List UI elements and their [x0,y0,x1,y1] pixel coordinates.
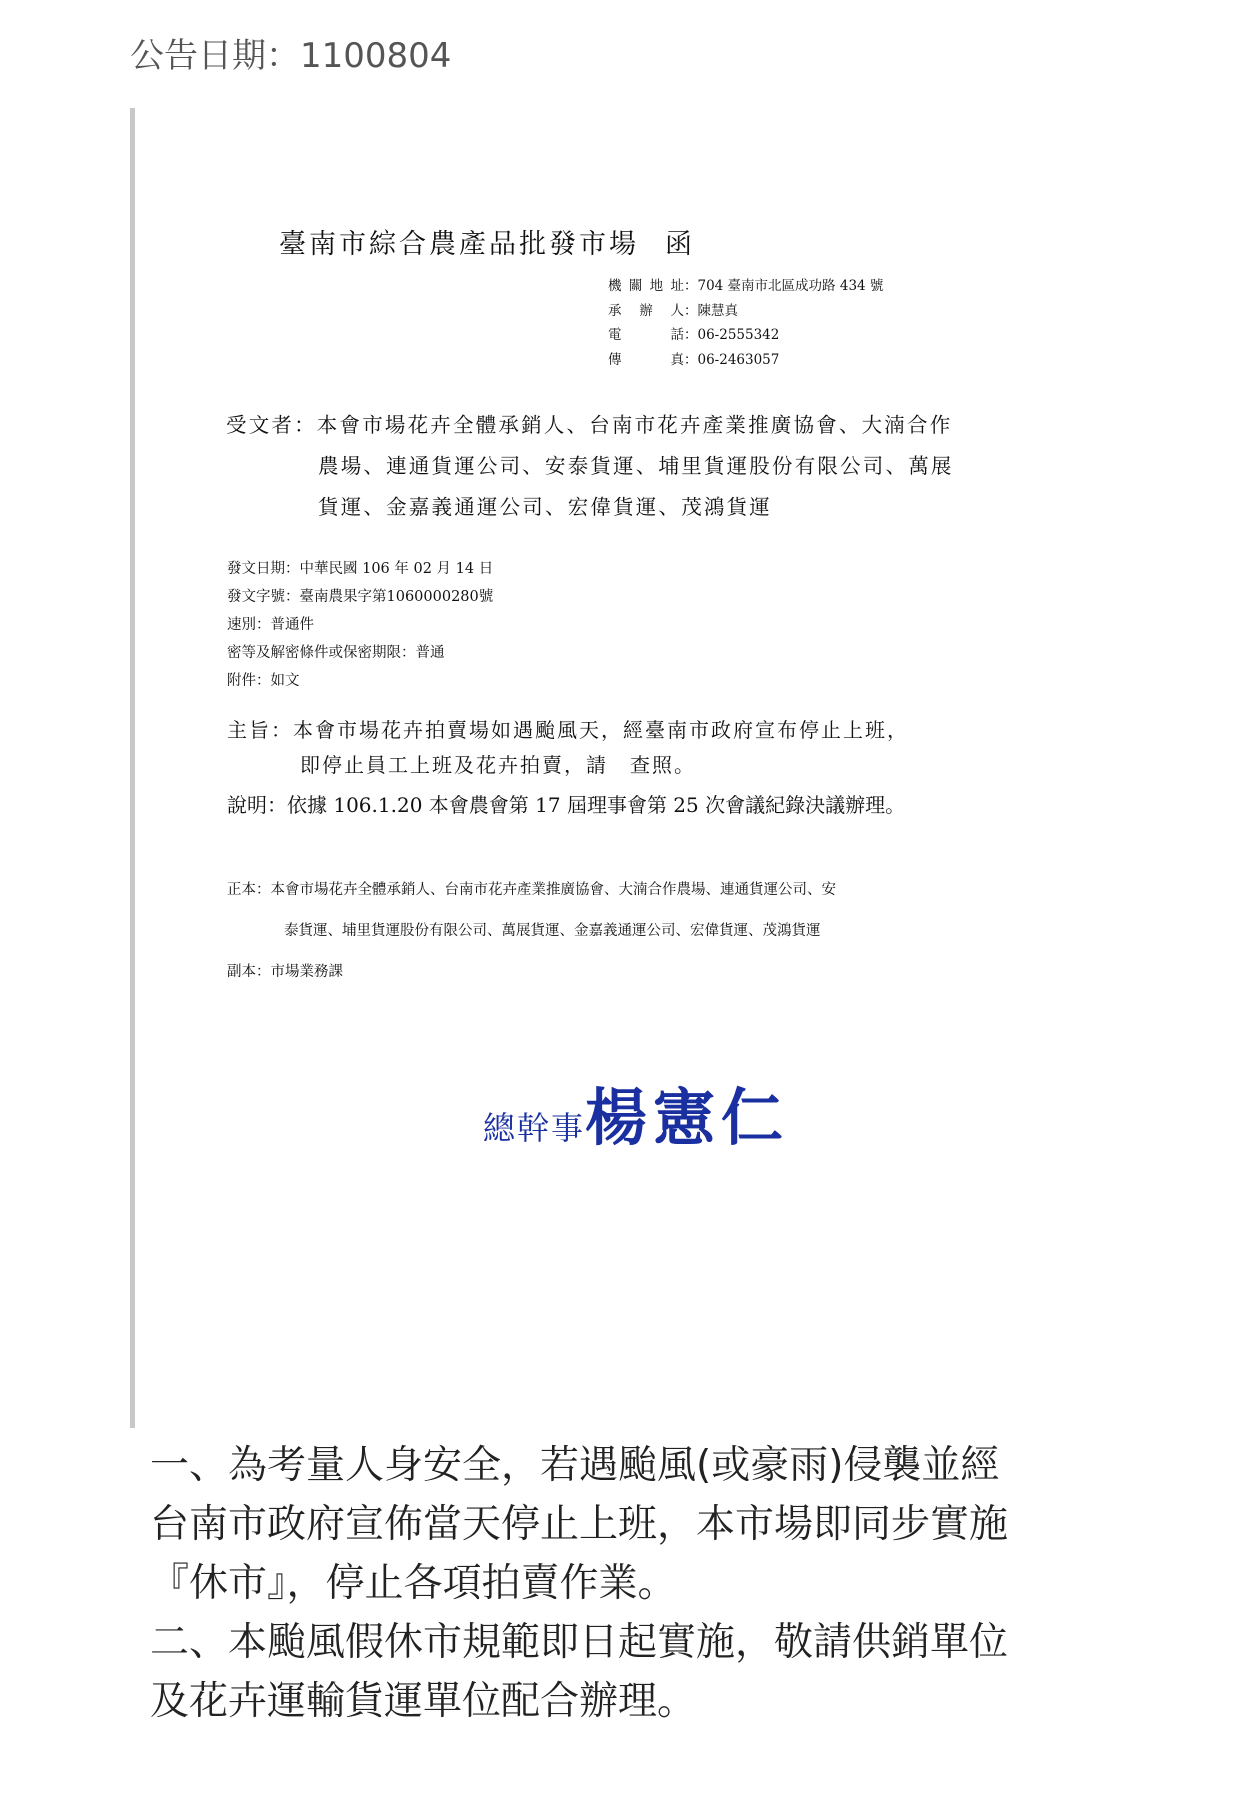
recipients-line: 農場、連通貨運公司、安泰貨運、埔里貨運股份有限公司、萬展 [318,454,954,478]
document-type: 函 [665,229,695,260]
issuer-name: 臺南市綜合農產品批發市場 [279,229,639,260]
announcement-notes [150,1436,1080,1731]
contact-row-address [608,274,883,299]
distribution-block [227,876,836,999]
subject-line: 主旨：本會市場花卉拍賣場如遇颱風天，經臺南市政府宣布停止上班， [227,718,909,742]
note-line: 『休市』，停止各項拍賣作業。 [150,1561,677,1606]
note-line: 及花卉運輸貨運單位配合辦理。 [150,1679,697,1724]
recipients-line: 貨運、金嘉義通運公司、宏偉貨運、茂鴻貨運 [318,495,772,519]
recipients-line: 受文者：本會市場花卉全體承銷人、台南市花卉產業推廣協會、大湳合作 [226,413,953,437]
classification: 密等及解密條件或保密期限：普通 [227,645,445,661]
note-line: 一、為考量人身安全，若遇颱風(或豪雨)侵襲並經 [150,1443,1000,1488]
signature-name: 楊憲仁 [585,1081,790,1154]
signature-title: 總幹事 [483,1109,586,1147]
contact-row-fax [608,348,883,373]
contact-row-phone [608,323,883,348]
contact-row-handler [608,299,883,324]
explanation: 說明：依據 106.1.20 本會農會第 17 屆理事會第 25 次會議紀錄決議辦理。 [227,793,906,817]
original-recipients-line: 正本：本會市場花卉全體承銷人、台南市花卉產業推廣協會、大湳合作農場、連通貨運公司、安 [227,882,836,898]
note-line: 台南市政府宣佈當天停止上班，本市場即同步實施 [150,1502,1009,1547]
contact-block [608,274,883,372]
document-meta [227,555,493,695]
subject-line: 即停止員工上班及花卉拍賣，請 查照。 [300,753,696,777]
contact-value: ：06-2555342 [684,327,780,343]
copy-recipients: 副本：市場業務課 [227,964,343,980]
announcement-date: 公告日期：1100804 [130,36,452,76]
contact-label: 機關地址 [608,278,684,294]
attachments: 附件：如文 [227,673,300,689]
document-number: 發文字號：臺南農果字第1060000280號 [227,589,494,605]
urgency: 速別：普通件 [227,617,314,633]
contact-label: 傳 真 [608,351,684,368]
contact-label: 電 話 [608,327,684,343]
issue-date: 發文日期：中華民國 106 年 02 月 14 日 [227,561,494,577]
document-title [279,222,695,261]
contact-value: ：704 臺南市北區成功路 434 號 [684,278,884,294]
note-line: 二、本颱風假休市規範即日起實施，敬請供銷單位 [150,1620,1009,1665]
original-recipients-line: 泰貨運、埔里貨運股份有限公司、萬展貨運、金嘉義通運公司、宏偉貨運、茂鴻貨運 [284,923,821,939]
recipients-block [226,405,954,528]
contact-value: ：陳慧真 [684,302,738,319]
subject-block [227,713,909,783]
contact-label: 承 辦 人 [608,302,684,319]
contact-value: ：06-2463057 [684,351,780,368]
signature [483,1068,789,1157]
